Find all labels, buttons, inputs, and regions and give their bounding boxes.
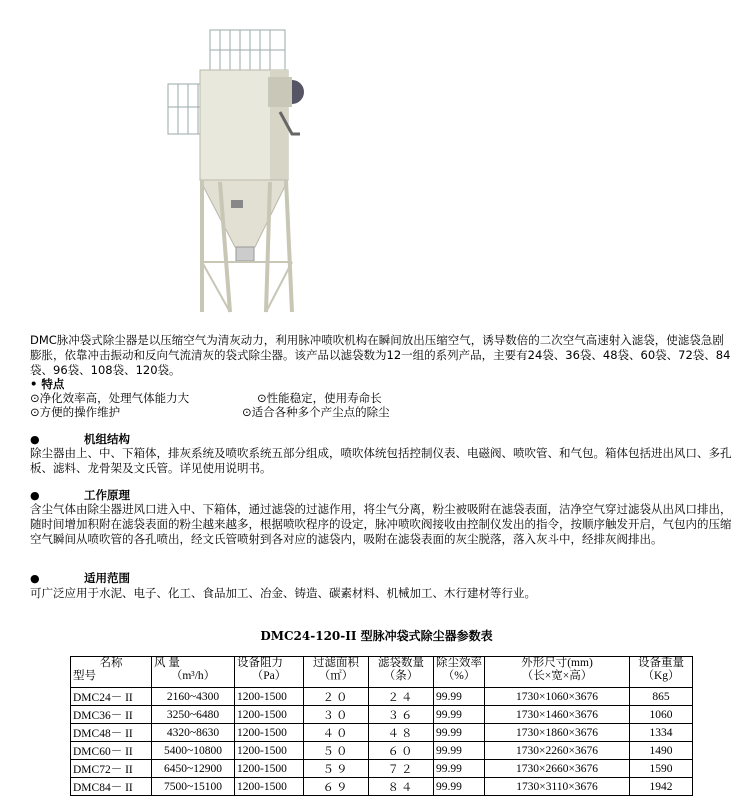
table-cell: 1200-1500 <box>235 724 304 742</box>
table-cell: 865 <box>630 688 693 706</box>
table-cell: DMC24－ II <box>71 688 152 706</box>
table-cell: 1730×3110×3676 <box>485 778 630 796</box>
header-airflow <box>152 657 235 688</box>
header-bottom: （㎡） <box>318 670 354 682</box>
header-bottom: （长×宽×高） <box>521 670 593 682</box>
header-top: 除尘效率 <box>436 657 482 669</box>
feature-item: ⊙方便的操作维护 <box>30 405 121 419</box>
principle-heading: 工作原理 <box>84 488 130 502</box>
header-bottom: （%） <box>442 670 476 682</box>
table-row <box>71 742 693 760</box>
table-cell: 99.99 <box>434 688 485 706</box>
table-cell: DMC36－ II <box>71 706 152 724</box>
header-dimensions <box>485 657 630 688</box>
table-cell: 1334 <box>630 724 693 742</box>
table-cell: 1730×1860×3676 <box>485 724 630 742</box>
table-cell: 3250~6480 <box>152 706 235 724</box>
principle-text: 含尘气体由除尘器进风口进入中、下箱体，通过滤袋的过滤作用，将尘气分离，粉尘被吸附在滤袋表面，洁净空气穿过滤袋从出风口排出，随时间增加积附在滤袋表面的粉尘越来越多，根据喷吹程序的设定，脉冲喷吹阀接收由控制仪发出的指令，按顺序触发开启，气包内的压缩空气瞬间从喷吹管的各孔喷出，经文氏管喷射到各对应的滤袋内，吸附在滤袋表面的灰尘脱落，落入灰斗中，经排灰阀排出。 <box>30 502 732 546</box>
table-cell: DMC60－ II <box>71 742 152 760</box>
structure-heading: 机组结构 <box>84 432 130 446</box>
table-cell: DMC84－ II <box>71 778 152 796</box>
feature-item: ⊙性能稳定，使用寿命长 <box>257 391 382 405</box>
table-cell: 1590 <box>630 760 693 778</box>
table-cell: ８４ <box>369 778 434 796</box>
table-cell: ３６ <box>369 706 434 724</box>
table-cell: 7500~15100 <box>152 778 235 796</box>
dust-collector-photo <box>30 22 430 322</box>
table-header-row <box>71 657 693 688</box>
table-cell: ３０ <box>304 706 369 724</box>
table-cell: ６０ <box>369 742 434 760</box>
table-cell: 1200-1500 <box>235 688 304 706</box>
table-cell: 99.99 <box>434 706 485 724</box>
header-top: 名称 <box>99 657 123 669</box>
application-heading: 适用范围 <box>84 571 130 585</box>
table-cell: ４８ <box>369 724 434 742</box>
table-cell: ７２ <box>369 760 434 778</box>
parameter-table <box>70 656 693 796</box>
table-row <box>71 778 693 796</box>
header-bottom: （Kg） <box>642 670 680 682</box>
table-cell: ４０ <box>304 724 369 742</box>
header-top: 外形尺寸(mm) <box>521 657 593 669</box>
table-cell: DMC72－ II <box>71 760 152 778</box>
header-top: 风 量 <box>154 657 180 669</box>
table-cell: 1200-1500 <box>235 760 304 778</box>
table-cell: 4320~8630 <box>152 724 235 742</box>
table-cell: 1730×1060×3676 <box>485 688 630 706</box>
feature-item: ⊙适合各种多个产尘点的除尘 <box>242 405 390 419</box>
table-cell: 99.99 <box>434 724 485 742</box>
table-cell: 1730×2660×3676 <box>485 760 630 778</box>
table-cell: 1200-1500 <box>235 778 304 796</box>
table-cell: 6450~12900 <box>152 760 235 778</box>
features-heading: • 特点 <box>30 377 65 391</box>
header-bottom: （m³/h） <box>170 670 216 682</box>
table-cell: 1730×1460×3676 <box>485 706 630 724</box>
table-cell: DMC48－ II <box>71 724 152 742</box>
table-row <box>71 706 693 724</box>
table-cell: ６９ <box>304 778 369 796</box>
header-bottom: （Pa） <box>251 670 287 682</box>
header-resistance <box>235 657 304 688</box>
bullet-icon: ● <box>30 572 40 585</box>
table-cell: 1730×2260×3676 <box>485 742 630 760</box>
header-efficiency <box>434 657 485 688</box>
table-cell: 5400~10800 <box>152 742 235 760</box>
bullet-icon: ● <box>30 433 40 446</box>
table-cell: ２０ <box>304 688 369 706</box>
header-filter-area <box>304 657 369 688</box>
intro-paragraph: DMC脉冲袋式除尘器是以压缩空气为清灰动力，利用脉冲喷吹机构在瞬间放出压缩空气，诱导数倍的二次空气高速射入滤袋，使滤袋急剧膨胀，依靠冲击振动和反向气流清灰的袋式除尘器。该产品以滤袋数为12一组的系列产品，主要有24袋、36袋、48袋、60袋、72袋、84袋、96袋、108袋、120袋。 <box>30 333 731 377</box>
header-top: 设备阻力 <box>237 657 283 669</box>
header-bag-count <box>369 657 434 688</box>
table-row <box>71 724 693 742</box>
header-bottom: 型号 <box>73 670 96 682</box>
bullet-icon: ● <box>30 489 40 502</box>
table-cell: 99.99 <box>434 778 485 796</box>
table-row <box>71 688 693 706</box>
structure-text: 除尘器由上、中、下箱体，排灰系统及喷吹系统五部分组成，喷吹体统包括控制仪表、电磁阀、喷吹管、和气包。箱体包括进出风口、多孔板、滤料、龙骨架及文氏管。详见使用说明书。 <box>30 446 732 475</box>
table-cell: 1942 <box>630 778 693 796</box>
table-cell: 1490 <box>630 742 693 760</box>
header-top: 设备重量 <box>638 657 684 669</box>
table-cell: 1200-1500 <box>235 742 304 760</box>
header-top: 过滤面积 <box>313 657 359 669</box>
table-title: DMC24-120-II 型脉冲袋式除尘器参数表 <box>260 629 493 643</box>
header-weight <box>630 657 693 688</box>
table-cell: 99.99 <box>434 742 485 760</box>
header-top: 滤袋数量 <box>378 657 424 669</box>
application-text: 可广泛应用于水泥、电子、化工、食品加工、冶金、铸造、碳素材料、机械加工、木行建材等行业。 <box>30 586 536 600</box>
header-bottom: （条） <box>383 670 419 682</box>
table-cell: 2160~4300 <box>152 688 235 706</box>
feature-item: ⊙净化效率高，处理气体能力大 <box>30 391 190 405</box>
table-cell: 99.99 <box>434 760 485 778</box>
table-cell: ２４ <box>369 688 434 706</box>
table-cell: ５０ <box>304 742 369 760</box>
table-cell: 1060 <box>630 706 693 724</box>
table-cell: 1200-1500 <box>235 706 304 724</box>
table-cell: ５９ <box>304 760 369 778</box>
header-model <box>71 657 152 688</box>
table-row <box>71 760 693 778</box>
